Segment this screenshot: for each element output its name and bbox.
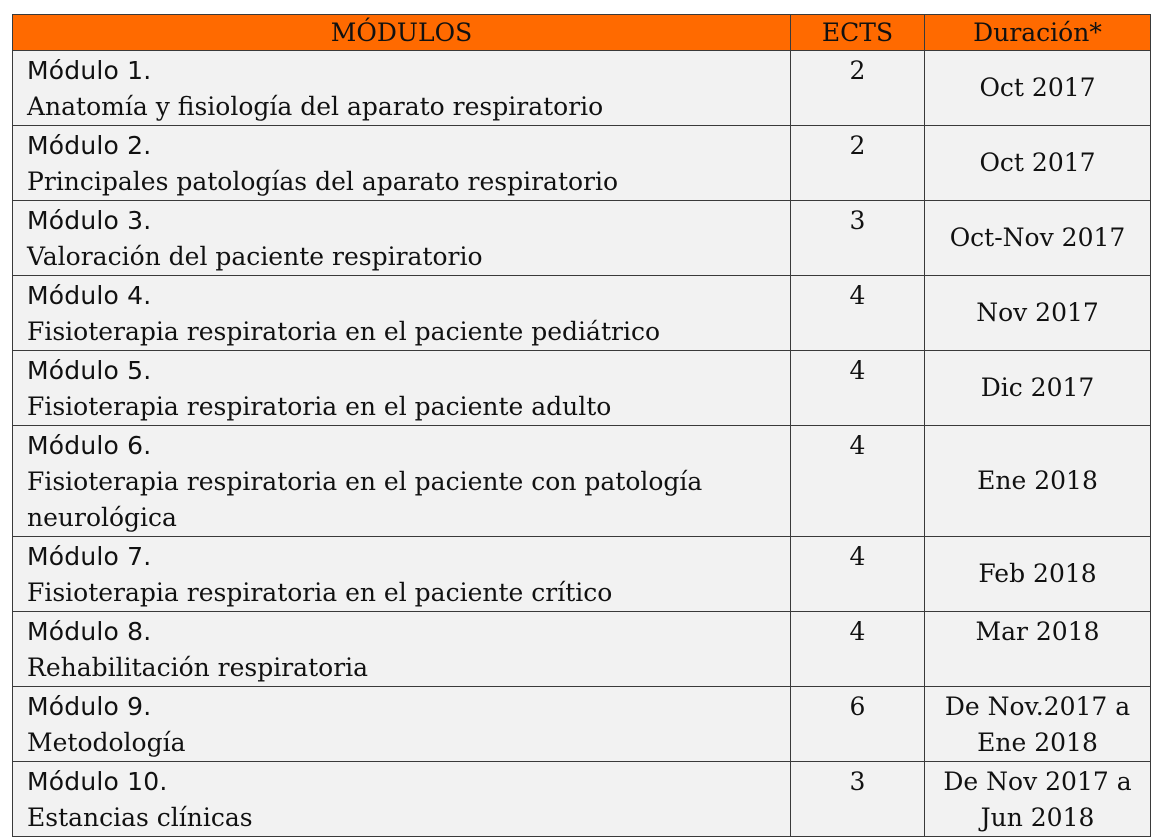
module-description: Metodología	[27, 728, 186, 757]
module-title: Módulo 3.	[27, 206, 152, 235]
module-cell	[13, 201, 791, 276]
module-description: Estancias clínicas	[27, 803, 253, 832]
ects-cell: 4	[791, 276, 925, 351]
module-description: Rehabilitación respiratoria	[27, 653, 369, 682]
duration-cell: Nov 2017	[925, 276, 1151, 351]
module-title: Módulo 9.	[27, 692, 152, 721]
table-row	[13, 51, 1151, 126]
module-cell	[13, 537, 791, 612]
ects-cell: 4	[791, 537, 925, 612]
duration-cell: Ene 2018	[925, 426, 1151, 537]
module-title: Módulo 8.	[27, 617, 152, 646]
header-duracion: Duración*	[925, 15, 1151, 51]
table-row	[13, 426, 1151, 537]
header-ects: ECTS	[791, 15, 925, 51]
duration-cell: De Nov 2017 a Jun 2018	[925, 762, 1151, 837]
module-title: Módulo 1.	[27, 56, 152, 85]
table-row	[13, 201, 1151, 276]
duration-cell: Dic 2017	[925, 351, 1151, 426]
ects-cell: 2	[791, 51, 925, 126]
module-description: Fisioterapia respiratoria en el paciente crítico	[27, 578, 613, 607]
module-description: Anatomía y fisiología del aparato respiratorio	[27, 92, 604, 121]
table-row	[13, 612, 1151, 687]
table-row	[13, 351, 1151, 426]
ects-cell: 4	[791, 612, 925, 687]
table-header-row	[13, 15, 1151, 51]
module-cell	[13, 351, 791, 426]
duration-cell: De Nov.2017 a Ene 2018	[925, 687, 1151, 762]
modules-table	[12, 14, 1151, 837]
ects-cell: 3	[791, 762, 925, 837]
duration-cell: Oct-Nov 2017	[925, 201, 1151, 276]
module-cell	[13, 426, 791, 537]
duration-cell: Oct 2017	[925, 126, 1151, 201]
module-cell	[13, 687, 791, 762]
duration-cell: Oct 2017	[925, 51, 1151, 126]
module-cell	[13, 126, 791, 201]
module-title: Módulo 2.	[27, 131, 152, 160]
ects-cell: 2	[791, 126, 925, 201]
module-cell	[13, 612, 791, 687]
module-title: Módulo 10.	[27, 767, 168, 796]
modules-table-container	[12, 14, 1151, 837]
module-title: Módulo 4.	[27, 281, 152, 310]
module-title: Módulo 7.	[27, 542, 152, 571]
ects-cell: 6	[791, 687, 925, 762]
module-description: Fisioterapia respiratoria en el paciente con patología neurológica	[27, 467, 703, 532]
module-title: Módulo 6.	[27, 431, 152, 460]
module-description: Fisioterapia respiratoria en el paciente adulto	[27, 392, 612, 421]
duration-cell: Mar 2018	[925, 612, 1151, 687]
ects-cell: 4	[791, 426, 925, 537]
header-modulos: MÓDULOS	[13, 15, 791, 51]
module-description: Fisioterapia respiratoria en el paciente pediátrico	[27, 317, 661, 346]
table-row	[13, 126, 1151, 201]
table-row	[13, 537, 1151, 612]
module-description: Principales patologías del aparato respiratorio	[27, 167, 619, 196]
module-cell	[13, 276, 791, 351]
table-row	[13, 687, 1151, 762]
module-cell	[13, 51, 791, 126]
ects-cell: 4	[791, 351, 925, 426]
module-cell	[13, 762, 791, 837]
table-row	[13, 762, 1151, 837]
table-row	[13, 276, 1151, 351]
module-description: Valoración del paciente respiratorio	[27, 242, 483, 271]
duration-cell: Feb 2018	[925, 537, 1151, 612]
module-title: Módulo 5.	[27, 356, 152, 385]
ects-cell: 3	[791, 201, 925, 276]
